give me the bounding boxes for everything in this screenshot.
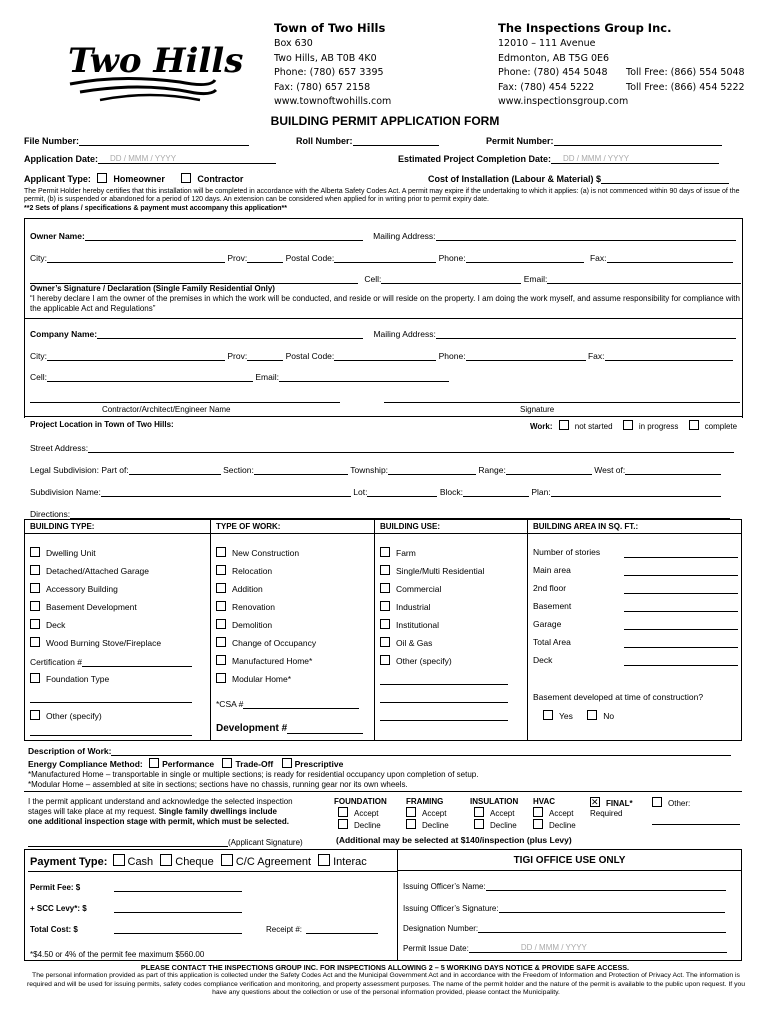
town-line: Box 630	[274, 38, 313, 49]
est-completion-field[interactable]: DD / MMM / YYYY	[551, 154, 719, 164]
application-date-field[interactable]: DD / MMM / YYYY	[98, 154, 276, 164]
stage-foundation: FOUNDATION Accept Decline	[334, 797, 387, 830]
tollfree-phone: Toll Free: (866) 554 5048	[626, 67, 745, 78]
contractor-label: Contractor	[197, 174, 244, 184]
applicant-type-row: Applicant Type: Homeowner Contractor	[24, 174, 244, 184]
stage-final: ✕FINAL* Required	[590, 797, 633, 819]
area-row: Garage	[533, 619, 562, 629]
basement-dev-options: Yes No	[543, 710, 614, 721]
performance-checkbox[interactable]	[149, 758, 159, 768]
inspection-contact-notice: PLEASE CONTACT THE INSPECTIONS GROUP INC. FOR INSPECTIONS ALLOWING 2 – 5 WORKING DAYS NOTICE & PROVIDE SAFE ACCESS.	[140, 963, 630, 972]
owner-fax-field[interactable]	[607, 252, 733, 263]
other-specify-field[interactable]	[30, 735, 192, 736]
inspection-acknowledgement: I the permit applicant understand and acknowledge the selected inspection stages will take place at my request. Single family dwellings include one additional inspection stage with permit, which must be selected.	[28, 797, 293, 826]
basement-dev-question: Basement developed at time of construction?	[533, 692, 704, 702]
tigi-line: 12010 – 111 Avenue	[498, 38, 596, 49]
logo-wordmark: Two Hills	[68, 41, 244, 81]
street-address-field[interactable]	[88, 442, 734, 453]
building-type-item[interactable]: Basement Development	[30, 601, 137, 612]
owner-cell-row: Cell: Email:	[30, 273, 742, 284]
owner-email-field[interactable]	[547, 273, 741, 284]
csa-field[interactable]	[243, 698, 359, 709]
street-address-row: Street Address:	[30, 442, 742, 453]
receipt-label: Receipt #:	[266, 925, 303, 934]
permit-fee-field[interactable]	[114, 891, 242, 892]
in-progress-checkbox[interactable]	[623, 420, 633, 430]
use-other-line-1[interactable]	[380, 684, 508, 685]
company-postal-field[interactable]	[334, 350, 436, 361]
certification-field[interactable]	[82, 656, 192, 667]
additional-inspection-note: (Additional may be selected at $140/inspection (plus Levy)	[336, 835, 572, 845]
cheque-checkbox[interactable]	[160, 854, 172, 866]
type-of-work-item[interactable]: Modular Home*	[216, 673, 291, 684]
foundation-accept[interactable]	[338, 807, 348, 817]
type-of-work-item[interactable]: Demolition	[216, 619, 272, 630]
complete-checkbox[interactable]	[689, 420, 699, 430]
building-use-item[interactable]: Other (specify)	[380, 655, 452, 666]
section-field[interactable]	[254, 464, 348, 475]
cost-installation-field[interactable]	[601, 173, 729, 184]
company-cell-field[interactable]	[47, 371, 253, 382]
final-checkbox[interactable]	[590, 797, 600, 807]
other-stage-field[interactable]	[652, 824, 740, 825]
company-fax-field[interactable]	[605, 350, 733, 361]
other-stage-checkbox[interactable]	[652, 797, 662, 807]
building-use-header: BUILDING USE:	[380, 522, 440, 531]
company-phone-field[interactable]	[466, 350, 586, 361]
use-other-line-3[interactable]	[380, 720, 508, 721]
building-type-item[interactable]: Dwelling Unit	[30, 547, 96, 558]
owner-name-field[interactable]	[85, 230, 363, 241]
tradeoff-checkbox[interactable]	[222, 758, 232, 768]
part-of-field[interactable]	[129, 464, 221, 475]
legal-row: Legal Subdivision: Part of: Section: Township: Range: West of:	[30, 464, 742, 475]
receipt-field[interactable]	[306, 933, 378, 934]
modular-home-note: *Modular Home – assembled at site in sections; sections have no chassis, running gear nor its own wheels.	[28, 780, 408, 789]
description-row: Description of Work:	[28, 745, 731, 756]
not-started-checkbox[interactable]	[559, 420, 569, 430]
company-signature-field[interactable]	[384, 402, 740, 403]
owner-declaration: “I hereby declare I am the owner of the premises in which the work will be conducted, and reside or will reside on the property. I am doing the work myself, and assume responsibility for compliance with the applicable Act and Regulations”	[30, 294, 740, 313]
subdivision-field[interactable]	[101, 486, 351, 497]
insulation-accept[interactable]	[474, 807, 484, 817]
company-mailing-field[interactable]	[436, 328, 736, 339]
type-of-work-item[interactable]: Relocation	[216, 565, 272, 576]
company-cell-row: Cell: Email:	[30, 371, 742, 382]
form-title: BUILDING PERMIT APPLICATION FORM	[270, 114, 500, 128]
building-area-header: BUILDING AREA IN SQ. FT.:	[533, 522, 639, 531]
company-email-field[interactable]	[279, 371, 449, 382]
township-field[interactable]	[388, 464, 476, 475]
building-type-item[interactable]: Accessory Building	[30, 583, 118, 594]
csa-row: *CSA #	[216, 698, 359, 709]
framing-decline[interactable]	[406, 819, 416, 829]
payment-type-row: Payment Type: Cash Cheque C/C Agreement Interac	[30, 856, 367, 868]
project-location-label: Project Location in Town of Two Hills:	[30, 420, 174, 429]
area-field[interactable]	[624, 665, 738, 666]
subdivision-row: Subdivision Name: Lot: Block: Plan:	[30, 486, 742, 497]
issuing-signature-row: Issuing Officer’s Signature:	[403, 902, 725, 913]
designation-row: Designation Number:	[403, 922, 726, 933]
owner-signature-title: Owner’s Signature / Declaration (Single Family Residential Only)	[30, 284, 275, 293]
work-status-row: Work: not started in progress complete	[530, 422, 738, 431]
area-field[interactable]	[624, 557, 738, 558]
issue-date-row: Permit Issue Date: DD / MMM / YYYY	[403, 943, 727, 953]
development-field[interactable]	[287, 723, 363, 734]
homeowner-label: Homeowner	[113, 174, 165, 184]
tigi-line: Edmonton, AB T5G 0E6	[498, 52, 610, 64]
stage-hvac: HVAC Accept Decline	[533, 797, 576, 830]
area-field[interactable]	[624, 629, 738, 630]
cost-installation-label: Cost of Installation (Labour & Material) $	[428, 173, 729, 184]
permit-number-label: Permit Number:	[486, 135, 722, 146]
range-field[interactable]	[506, 464, 592, 475]
homeowner-checkbox[interactable]	[97, 173, 107, 183]
directions-field[interactable]	[70, 508, 730, 519]
owner-city-field[interactable]	[47, 252, 225, 263]
building-use-item[interactable]: Institutional	[380, 619, 439, 630]
designation-field[interactable]	[478, 922, 726, 933]
directions-row: Directions:	[30, 508, 742, 519]
applicant-signature-field[interactable]	[28, 836, 228, 847]
cc-checkbox[interactable]	[221, 854, 233, 866]
building-type-header: BUILDING TYPE:	[30, 522, 95, 531]
levy-note: *$4.50 or 4% of the permit fee maximum $560.00	[30, 950, 205, 959]
area-row: 2nd floor	[533, 583, 567, 593]
plans-note: **2 Sets of plans / specifications & payment must accompany this application**	[24, 205, 287, 212]
tigi-line: Fax: (780) 454 5222	[498, 81, 595, 93]
hvac-decline[interactable]	[533, 819, 543, 829]
insulation-decline[interactable]	[474, 819, 484, 829]
foundation-decline[interactable]	[338, 819, 348, 829]
foundation-type-item[interactable]: Foundation Type	[30, 673, 109, 684]
town-website[interactable]: www.townoftwohills.com	[274, 96, 392, 107]
basement-yes-checkbox[interactable]	[543, 710, 553, 720]
owner-phone-field[interactable]	[466, 252, 584, 263]
manufactured-home-note: *Manufactured Home – transportable in single or multiple sections; is ready for residential occupancy upon completion of setup.	[28, 770, 479, 779]
block-field[interactable]	[463, 486, 529, 497]
company-city-row: City: Prov: Postal Code: Phone: Fax:	[30, 350, 742, 361]
total-cost-label: Total Cost: $	[30, 925, 78, 934]
town-line: Two Hills, AB T0B 4K0	[274, 52, 377, 64]
owner-cell-field[interactable]	[381, 273, 521, 284]
owner-prov-field[interactable]	[247, 252, 283, 263]
company-prov-field[interactable]	[247, 350, 283, 361]
basement-no-checkbox[interactable]	[587, 710, 597, 720]
building-use-item[interactable]: Commercial	[380, 583, 441, 594]
type-of-work-item[interactable]: Change of Occupancy	[216, 637, 316, 648]
cash-checkbox[interactable]	[113, 854, 125, 866]
area-field[interactable]	[624, 575, 738, 576]
owner-city-row: City: Prov: Postal Code: Phone: Fax:	[30, 252, 742, 263]
area-row: Main area	[533, 565, 571, 575]
lot-field[interactable]	[367, 486, 437, 497]
privacy-notice: The personal information provided as part of this application is collected under the Safety Codes Act and the Municipal Government Act and in accordance with the Freedom of Information and Protection of Privacy Act. The information is required and will be used for issuing permits, safety codes compliance verification and monitoring, and property assessment purposes. The name of the permit holder and the nature of the permit is available to the public upon request. If you have any questions about the collection or use of the personal information provided, please contact the Municipality.	[26, 972, 746, 996]
hvac-accept[interactable]	[533, 807, 543, 817]
certification-row: Certification #	[30, 656, 192, 667]
owner-mailing-field[interactable]	[436, 230, 736, 241]
owner-name-row: Owner Name: Mailing Address:	[30, 230, 742, 241]
area-field[interactable]	[624, 647, 738, 648]
tigi-line: Phone: (780) 454 5048	[498, 67, 608, 78]
file-number-label: File Number:	[24, 135, 249, 146]
building-use-item[interactable]: Industrial	[380, 601, 431, 612]
roll-number-label: Roll Number:	[296, 135, 439, 146]
tigi-website[interactable]: www.inspectionsgroup.com	[498, 96, 629, 107]
town-contact	[274, 20, 391, 110]
type-of-work-item[interactable]: Manufactured Home*	[216, 655, 312, 666]
use-other-line-2[interactable]	[380, 702, 508, 703]
total-cost-field[interactable]	[114, 933, 242, 934]
stage-other: Other:	[652, 797, 690, 809]
roll-number-field[interactable]	[353, 135, 439, 146]
applicant-signature-row: (Applicant Signature)	[28, 836, 303, 847]
framing-accept[interactable]	[406, 807, 416, 817]
tigi-tollfree	[626, 66, 745, 95]
type-of-work-item[interactable]: Addition	[216, 583, 263, 594]
permit-fee-label: Permit Fee: $	[30, 883, 81, 892]
area-field[interactable]	[624, 593, 738, 594]
description-field[interactable]	[111, 745, 731, 756]
town-line: Fax: (780) 657 2158	[274, 81, 371, 93]
issuing-name-field[interactable]	[486, 880, 726, 891]
plan-field[interactable]	[551, 486, 721, 497]
issuing-name-row: Issuing Officer’s Name:	[403, 880, 726, 891]
foundation-type-field[interactable]	[30, 702, 192, 703]
other-specify-item[interactable]: Other (specify)	[30, 710, 102, 721]
type-of-work-header: TYPE OF WORK:	[216, 522, 281, 531]
type-of-work-item[interactable]: Renovation	[216, 601, 275, 612]
company-name-row: Company Name: Mailing Address:	[30, 328, 742, 339]
development-row: Development #	[216, 723, 363, 734]
area-field[interactable]	[624, 611, 738, 612]
application-date-label: Application Date: DD / MMM / YYYY	[24, 154, 276, 164]
company-name-field[interactable]	[97, 328, 363, 339]
building-type-item[interactable]: Deck	[30, 619, 65, 630]
two-hills-logo	[60, 22, 244, 110]
building-use-item[interactable]: Single/Multi Residential	[380, 565, 484, 576]
building-use-item[interactable]: Farm	[380, 547, 416, 558]
certification-text: The Permit Holder hereby certifies that this installation will be completed in accordance with the Alberta Safety Codes Act. A permit may expire if the undertaking to which it applies: (a) is not commenced within 90 days of issue of the permit, (b) is suspended or abandoned for a period of 120 days. An extension can be considered when applied for in writing prior to permit expiry date.	[24, 188, 740, 204]
tigi-contact	[498, 20, 671, 110]
west-of-field[interactable]	[625, 464, 721, 475]
tollfree-fax: Toll Free: (866) 454 5222	[626, 81, 745, 93]
area-row: Total Area	[533, 637, 571, 647]
issuing-signature-field[interactable]	[499, 902, 725, 913]
scc-levy-label: + SCC Levy*: $	[30, 904, 87, 913]
area-row: Deck	[533, 655, 553, 665]
prescriptive-checkbox[interactable]	[282, 758, 292, 768]
building-type-item[interactable]: Detached/Attached Garage	[30, 565, 149, 576]
owner-extra-field[interactable]	[30, 273, 358, 284]
cae-name-caption: Contractor/Architect/Engineer Name	[102, 405, 231, 414]
file-number-field[interactable]	[79, 135, 249, 146]
company-city-field[interactable]	[47, 350, 225, 361]
cae-name-field[interactable]	[30, 402, 340, 403]
town-line: Phone: (780) 657 3395	[274, 67, 384, 78]
contractor-checkbox[interactable]	[181, 173, 191, 183]
est-completion-label: Estimated Project Completion Date: DD / MMM / YYYY	[398, 154, 719, 164]
energy-row: Energy Compliance Method: Performance Trade-Off Prescriptive	[28, 759, 344, 769]
building-use-item[interactable]: Oil & Gas	[380, 637, 432, 648]
area-row: Basement	[533, 601, 572, 611]
town-name: Town of Two Hills	[274, 21, 386, 35]
tigi-name: The Inspections Group Inc.	[498, 21, 672, 35]
signature-caption: Signature	[520, 405, 555, 414]
owner-postal-field[interactable]	[334, 252, 436, 263]
building-type-item[interactable]: Wood Burning Stove/Fireplace	[30, 637, 161, 648]
area-row: Number of stories	[533, 547, 601, 557]
interac-checkbox[interactable]	[318, 854, 330, 866]
issue-date-field[interactable]: DD / MMM / YYYY	[469, 943, 727, 953]
stage-insulation: INSULATION Accept Decline	[470, 797, 519, 830]
office-use-title: TIGI OFFICE USE ONLY	[513, 855, 626, 866]
scc-levy-field[interactable]	[114, 912, 242, 913]
type-of-work-item[interactable]: New Construction	[216, 547, 299, 558]
stage-framing: FRAMING Accept Decline	[406, 797, 449, 830]
permit-number-field[interactable]	[554, 135, 722, 146]
